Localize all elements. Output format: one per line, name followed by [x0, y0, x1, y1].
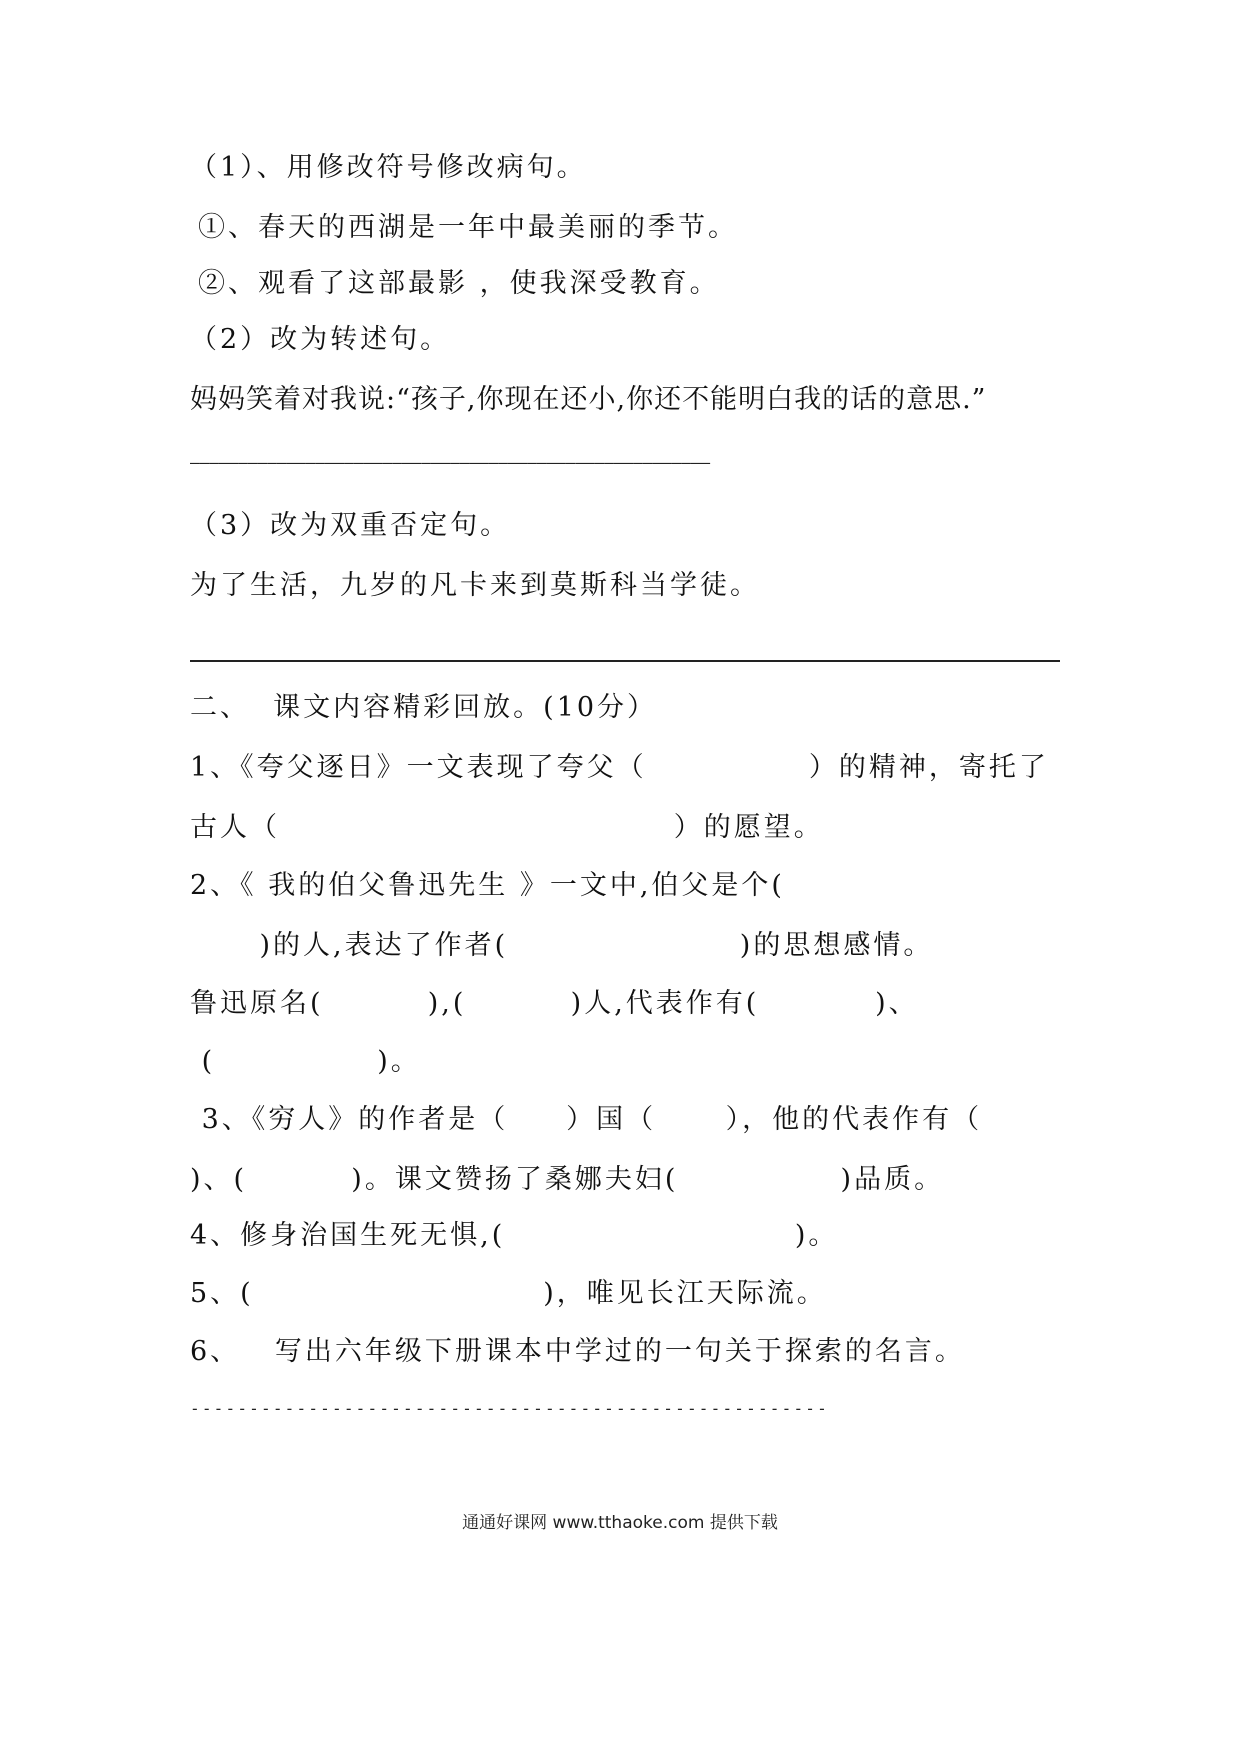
item2-line1: 2、《 我的伯父鲁迅先生 》一文中,伯父是个(: [190, 870, 785, 901]
item3-line1: 3、《穷人》的作者是（ ）国（ ），他的代表作有（: [190, 1104, 983, 1135]
q3-title: （3）改为双重否定句。: [190, 510, 511, 541]
item1-line1: 1、《夸父逐日》一文表现了夸父（ ）的精神，寄托了: [190, 752, 1049, 783]
q1-title: （1）、用修改符号修改病句。: [190, 152, 587, 183]
q2-answer-line: ——————————————————————————————————————————————————————: [190, 453, 711, 472]
item6-answer-line: ------------------------------------------------------: [190, 1399, 829, 1418]
q3-answer-rule: [190, 660, 1060, 662]
footer-credit: 通通好课网 www.tthaoke.com 提供下载: [462, 1513, 778, 1533]
q2-title: （2）改为转述句。: [190, 324, 451, 355]
q1-sentence-a: ①、春天的西湖是一年中最美丽的季节。: [198, 212, 738, 243]
q1-sentence-b: ②、观看了这部最影 ，使我深受教育。: [198, 268, 720, 299]
q3-sentence: 为了生活，九岁的凡卡来到莫斯科当学徒。: [190, 570, 760, 601]
item2-line2: )的人,表达了作者( )的思想感情。: [190, 930, 934, 961]
item2-line3: 鲁迅原名( ),( )人,代表作有( )、: [190, 988, 919, 1019]
item4: 4、修身治国生死无惧,( )。: [190, 1220, 839, 1251]
item2-line4: ( )。: [190, 1046, 421, 1077]
item6: 6、 写出六年级下册课本中学过的一句关于探索的名言。: [190, 1336, 965, 1367]
q2-sentence: 妈妈笑着对我说:“孩子,你现在还小,你还不能明白我的话的意思.”: [190, 384, 987, 415]
item5: 5、( )，唯见长江天际流。: [190, 1278, 827, 1309]
section-two-heading: 二、 课文内容精彩回放。(10分）: [190, 692, 658, 723]
item1-line2: 古人（ ）的愿望。: [190, 812, 824, 843]
item3-line2: )、( )。课文赞扬了桑娜夫妇( )品质。: [190, 1164, 945, 1195]
